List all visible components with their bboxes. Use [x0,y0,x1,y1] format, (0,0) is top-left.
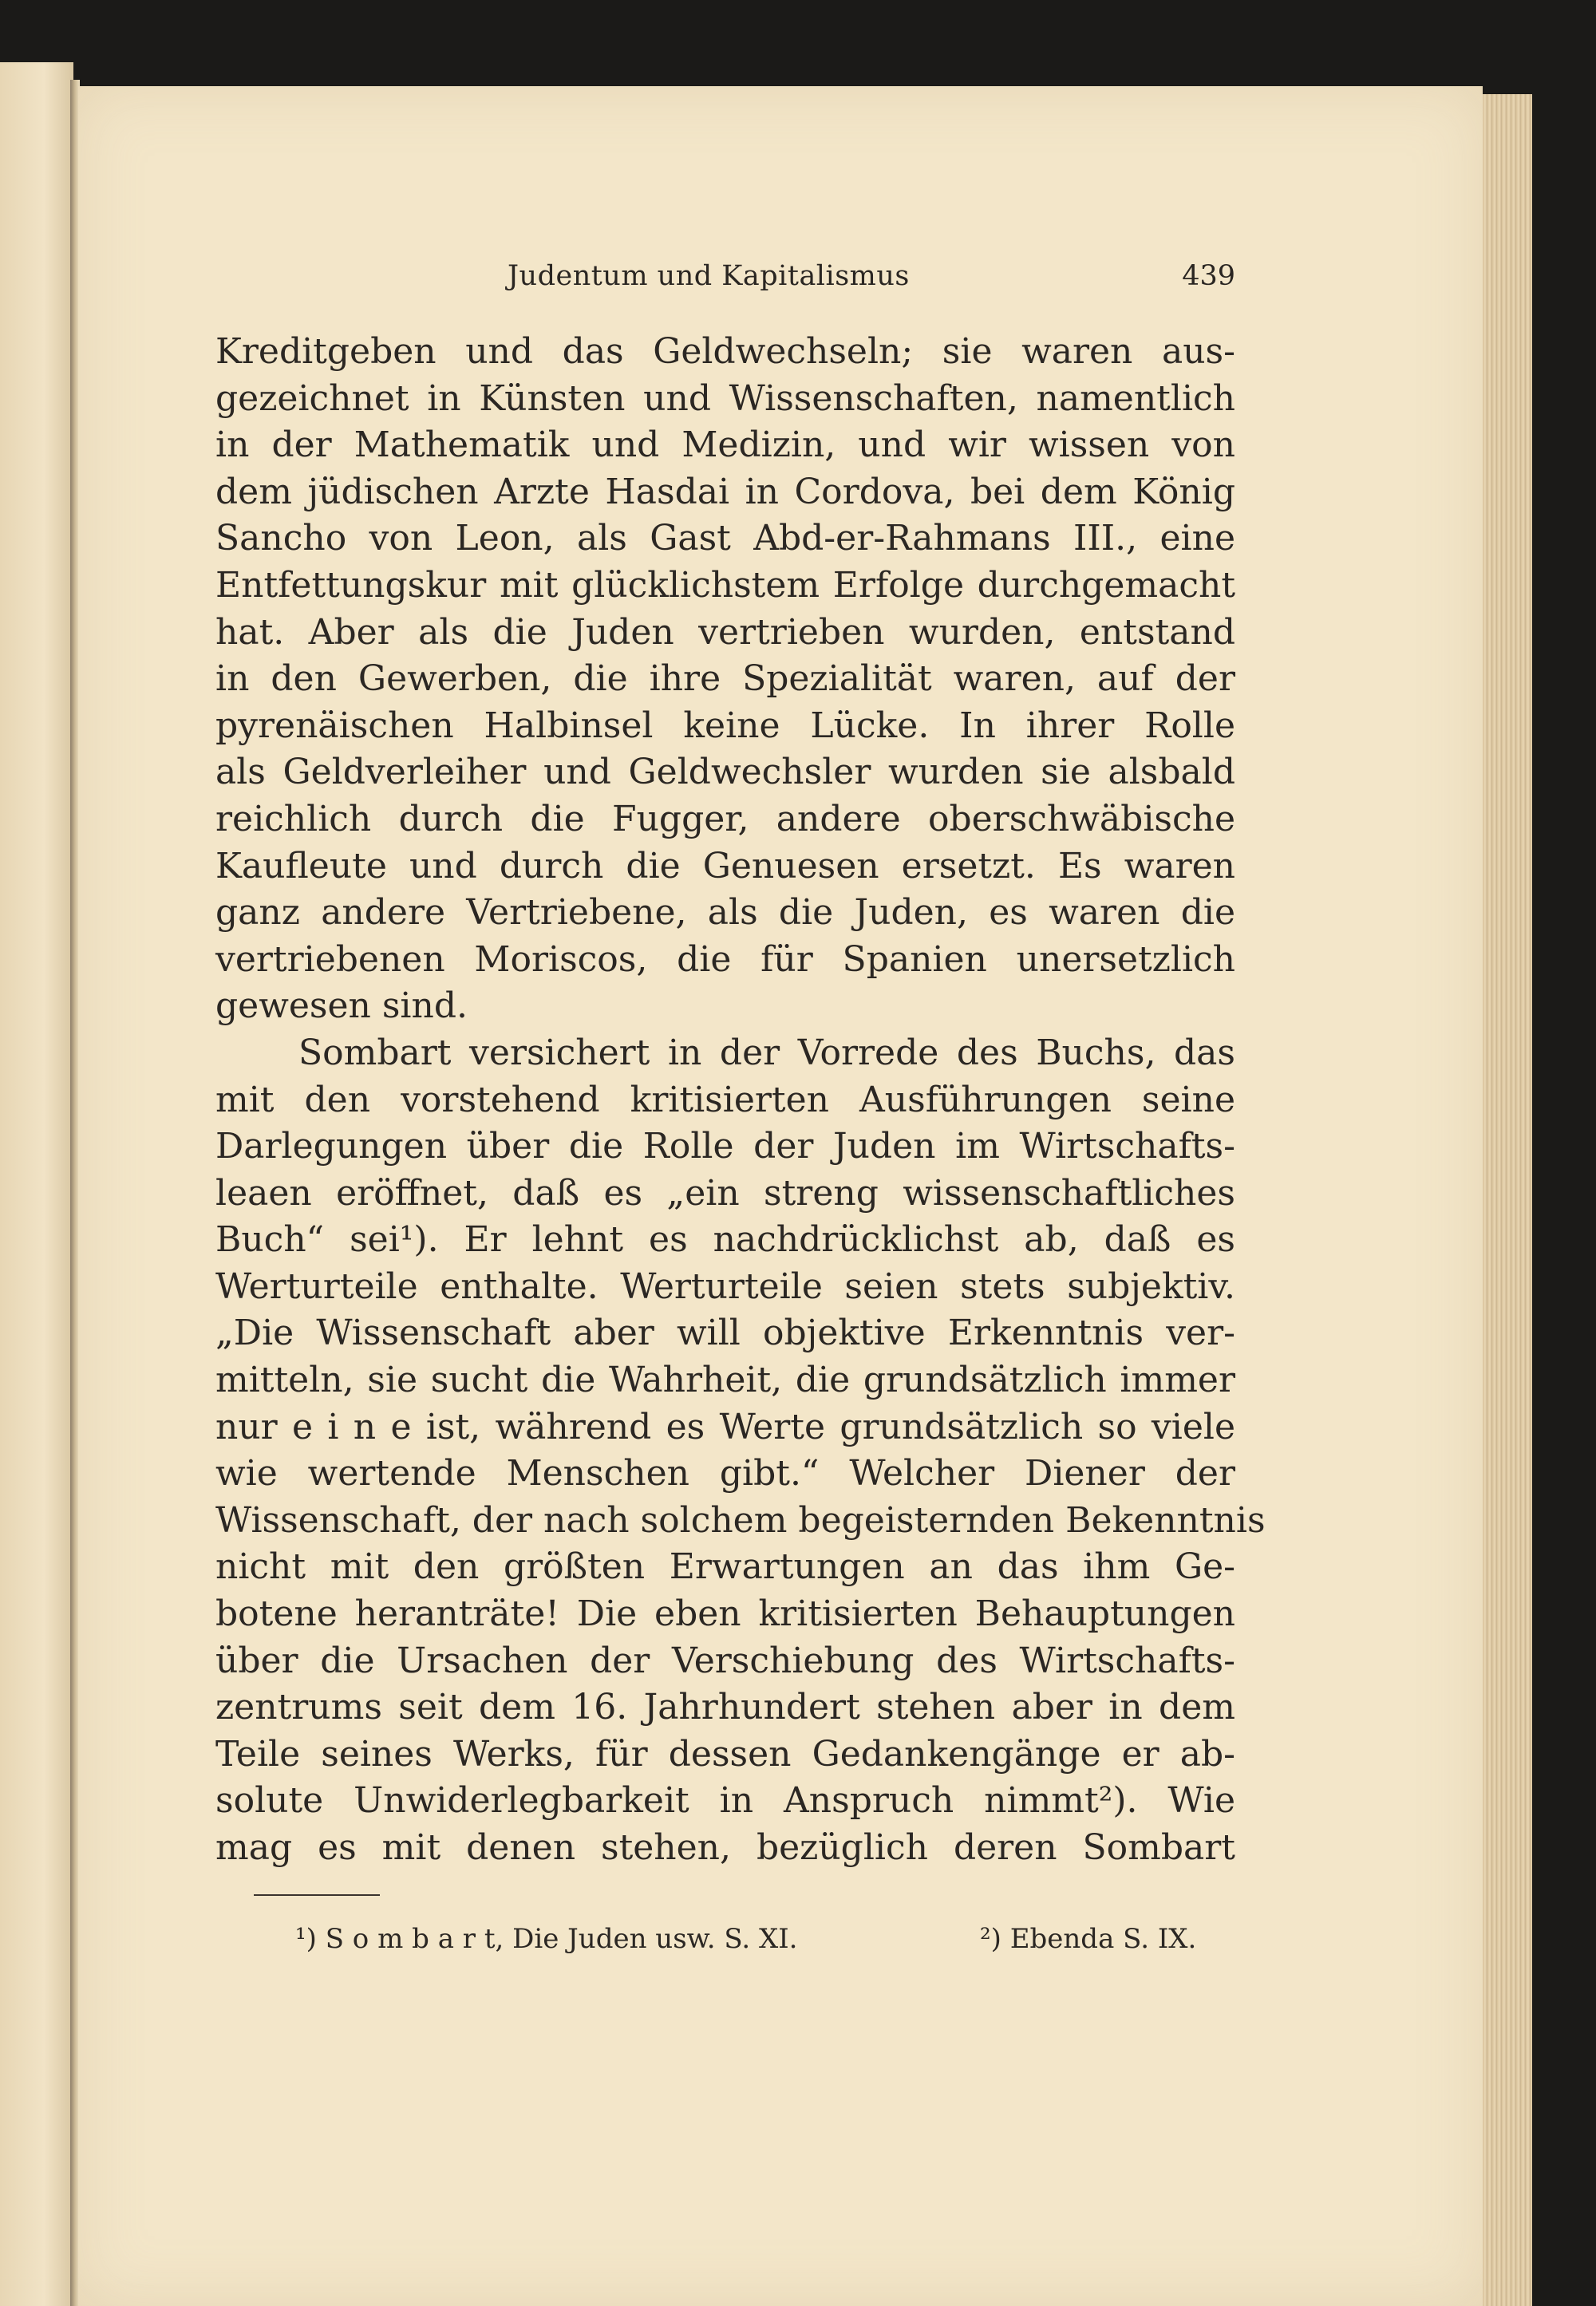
text-line: ganz andere Vertriebene, als die Juden, es waren die [215,892,1235,934]
text-line: mit den vorstehend kritisierten Ausführungen seine [215,1079,1235,1120]
text-line: als Geldverleiher und Geldwechsler wurden sie alsbald [215,752,1235,793]
text-line: gezeichnet in Künsten und Wissenschaften, namentlich [215,377,1235,419]
footnote-divider [254,1894,380,1896]
text-line: dem jüdischen Arzte Hasdai in Cordova, bei dem König [215,471,1235,512]
text-line: Sancho von Leon, als Gast Abd-er-Rahmans III., eine [215,518,1235,559]
body-text [215,329,1266,1872]
text-line: solute Unwiderlegbarkeit in Anspruch nimmt²). Wie [215,1780,1235,1822]
text-line: botene heranträte! Die eben kritisierten Behauptungen [215,1593,1235,1635]
text-line: nicht mit den größten Erwartungen an das ihm Ge- [215,1546,1235,1588]
text-line: Wissenschaft, der nach solchem begeisternden Bekenntnis [215,1499,1266,1541]
text-line: leaen eröffnet, daß es „ein streng wissenschaftliches [215,1172,1235,1214]
text-line: in der Mathematik und Medizin, und wir wissen von [215,424,1235,466]
page-number: 439 [1182,260,1235,292]
left-page-edge [0,62,73,2306]
text-line: Entfettungskur mit glücklichstem Erfolge durchgemacht [215,564,1235,606]
text-line: wie wertende Menschen gibt.“ Welcher Diener der [215,1453,1235,1495]
paragraph-end-line: gewesen sind. [215,985,468,1027]
page-stack-edge [1483,94,1532,2306]
text-line: über die Ursachen der Verschiebung des Wirtschafts- [215,1640,1235,1681]
text-line: „Die Wissenschaft aber will objektive Erkenntnis ver- [215,1313,1235,1354]
page-header [215,260,1235,300]
text-line: Kreditgeben und das Geldwechseln; sie waren aus- [215,331,1235,372]
text-line: mitteln, sie sucht die Wahrheit, die grundsätzlich immer [215,1360,1235,1401]
text-line: Darlegungen über die Rolle der Juden im Wirtschafts- [215,1126,1235,1167]
paragraph-start-line: Sombart versichert in der Vorrede des Buchs, das [298,1032,1235,1073]
text-line: Teile seines Werks, für dessen Gedankengänge er ab- [215,1733,1235,1775]
text-line: zentrums seit dem 16. Jahrhundert stehen aber in dem [215,1687,1235,1728]
text-line: reichlich durch die Fugger, andere oberschwäbische [215,798,1235,839]
text-line: in den Gewerben, die ihre Spezialität waren, auf der [215,658,1235,700]
text-line: hat. Aber als die Juden vertrieben wurden, entstand [215,611,1235,653]
text-line: Werturteile enthalte. Werturteile seien stets subjektiv. [215,1266,1235,1307]
text-line: nur e i n e ist, während es Werte grundsätzlich so viele [215,1406,1235,1447]
text-line: Kaufleute und durch die Genuesen ersetzt. Es waren [215,845,1235,886]
footnote-1: ¹) S o m b a r t, Die Juden usw. S. XI. [295,1923,798,1955]
footnote-2: ²) Ebenda S. IX. [980,1923,1197,1955]
text-line: mag es mit denen stehen, bezüglich deren Sombart [215,1827,1235,1868]
text-line: vertriebenen Moriscos, die für Spanien unersetzlich [215,938,1235,980]
text-line: pyrenäischen Halbinsel keine Lücke. In ihrer Rolle [215,705,1235,746]
running-title: Judentum und Kapitalismus [508,260,910,292]
text-line: Buch“ sei¹). Er lehnt es nachdrücklichst ab, daß es [215,1219,1235,1261]
